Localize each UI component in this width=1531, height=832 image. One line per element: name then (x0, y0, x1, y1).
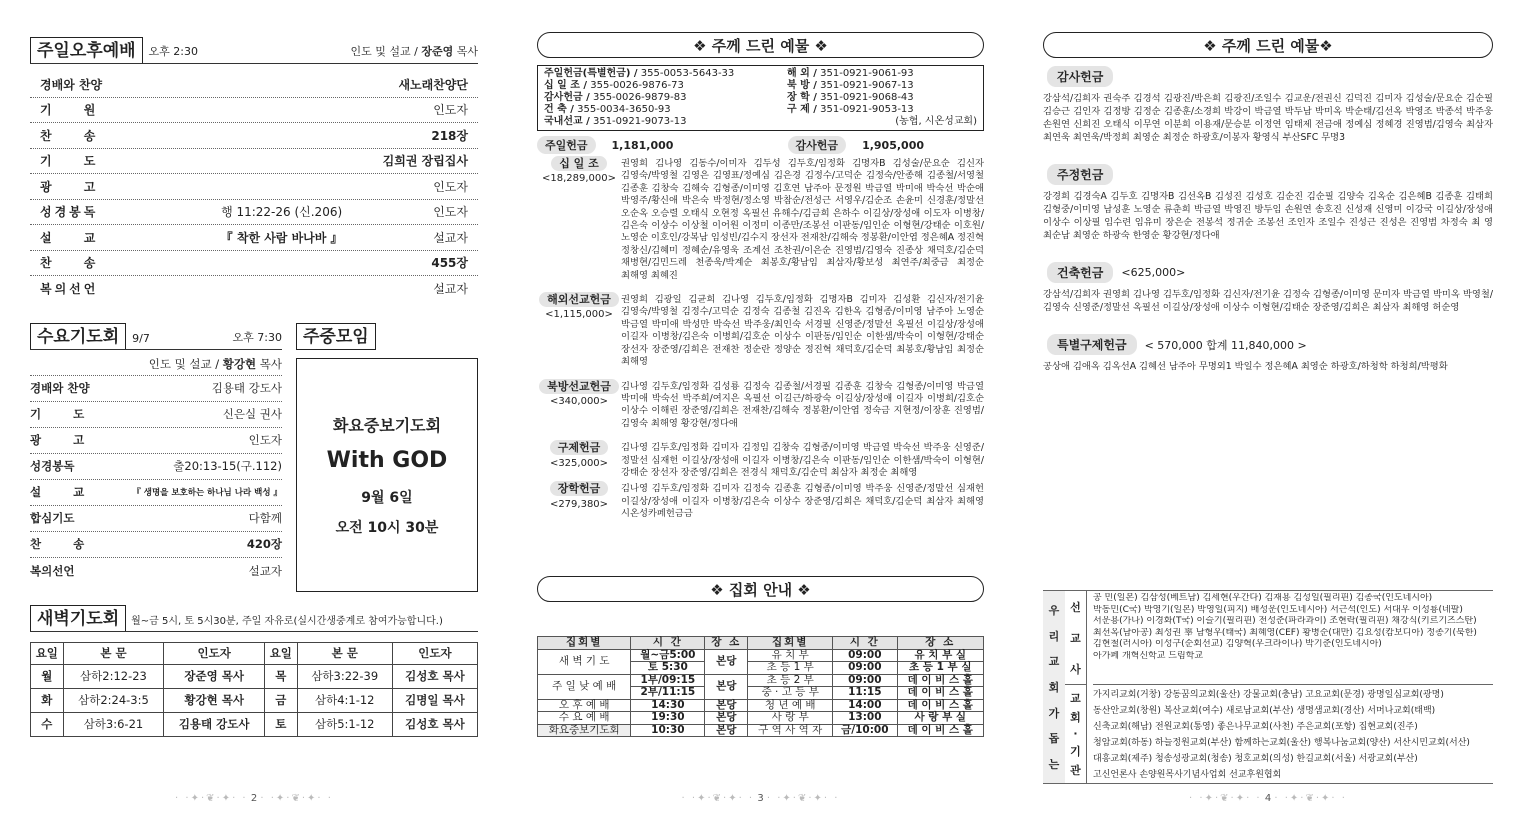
cell: 수 (31, 712, 64, 736)
cell: 09:00 (833, 649, 897, 662)
account-line: 십 일 조 / 355-0026-9876-73 (544, 80, 684, 91)
gift-label: 장학헌금 (550, 481, 609, 496)
list-item: 공 민(일본) 김삼성(베트남) 김세현(우간다) 김재용 김성일(필리핀) 김종국(인도네시아) (1093, 593, 1433, 603)
midweek-line1: 화요중보기도회 (332, 415, 442, 435)
order-label: 복의선언 (40, 282, 99, 297)
account-box (537, 65, 984, 131)
cell: 데 이 비 스 홀 (897, 699, 983, 712)
account-line: 북 방 / 351-0921-9067-13 (787, 80, 914, 91)
table-row (538, 649, 984, 662)
midweek-header (296, 322, 478, 350)
cell: 14:00 (833, 699, 897, 712)
cell: 김명일 목사 (392, 688, 477, 712)
order-label: 경배와 찬양 (30, 381, 90, 395)
cell: 수 요 예 배 (538, 712, 631, 725)
account-list-left (544, 68, 787, 128)
offering-banner-2: ❖ 주께 드린 예물❖ (1043, 32, 1493, 58)
cell: 화요중보기도회 (538, 724, 631, 737)
table-row (31, 664, 478, 688)
order-right: 김용태 강도사 (211, 381, 282, 395)
cell: 초 등 1 부 실 (897, 662, 983, 675)
cell: 금/10:00 (833, 724, 897, 737)
gift-section (537, 158, 984, 282)
cell: 삼하4:1-12 (297, 688, 392, 712)
section-names: 공상애 김애옥 김옥선A 김혜선 남주아 무명외1 박일수 정은혜A 최영순 하광호/하청학 하청희/박평화 (1043, 361, 1448, 372)
order-row (30, 532, 282, 558)
cell: 본당 (705, 712, 748, 725)
offering-section (1043, 334, 1493, 373)
midweek-section (296, 322, 478, 592)
gift-total: <18,289,000> (541, 173, 616, 185)
order-right: 인도자 (248, 433, 282, 447)
thanks-offering-label: 감사헌금 (788, 136, 847, 154)
footer-ornament: · ·✦·❦·✦· · (1274, 793, 1347, 804)
gift-total: <1,115,000> (545, 309, 613, 321)
page-number: 4 (1264, 793, 1272, 804)
list-item: 신축교회(해남) 전원교회(통영) 좋은나무교회(사천) 주은교회(포항) 집현교회(진주) (1093, 722, 1418, 732)
dawn-prayer-title: 새벽기도회 (30, 605, 126, 631)
cell: 월~금5:00 (631, 649, 705, 662)
gift-label: 해외선교헌금 (539, 292, 619, 307)
order-label: 찬 송 (40, 256, 110, 271)
cell: 삼하3:6-21 (63, 712, 164, 736)
order-label: 복의선언 (30, 563, 75, 578)
order-right: 설교자 (433, 230, 468, 245)
gift-label: 구제헌금 (550, 440, 609, 455)
cell: 데 이 비 스 홀 (897, 674, 983, 687)
list-item: 가지리교회(거창) 강동꿈의교회(울산) 강물교회(충남) 고요교회(문경) 광명일심교회(광명) (1093, 690, 1444, 700)
order-label: 광 고 (40, 179, 110, 194)
col-header: 장 소 (705, 637, 748, 650)
list-item: 최선옥(남아공) 최성권 辜 남형우(태국) 최혜영(CEF) 황병순(대만) 김요성(캄보디아) 정종기(북한) (1093, 627, 1477, 638)
wednesday-title: 수요기도회 (30, 323, 126, 349)
list-item: 대흥교회(제주) 청송성광교회(청송) 청호교회(의성) 한길교회(서울) 서광교회(부산) (1093, 754, 1418, 764)
section-names: 강삼석/김희자 권숙주 김경석 김광진/박은희 김광진/조일수 김교운/전권신 김덕진 김미자 김성술/문요순 김순필 김승근 김인자 김정방 김정순 김종훈/소경희 박강이 박금열 박두남 박미옥 박순태/김선옥 박영조 박종석 박주웅 손원연 신희진 오태식 이무연 이분희 이용재/문승분 이정연 임태제 전금애 정예심 정혜경 진영범/김영숙 최삼자 최연욱 최연욱/박정희 최영순 최정순 하광호/이봉자 황영식 부산SFC 무명3 (1043, 93, 1493, 143)
order-right: 다함께 (248, 511, 282, 525)
order-label: 설 교 (30, 485, 99, 499)
section-label: 건축헌금 (1047, 262, 1113, 283)
table-row (538, 674, 984, 687)
offering-totals (537, 136, 984, 154)
table-header-row (31, 642, 478, 664)
gift-total: <325,000> (549, 457, 609, 469)
cell: 김용태 강도사 (164, 712, 265, 736)
gift-section (537, 483, 984, 520)
wednesday-section (30, 322, 282, 592)
account-line: 국내선교 / 351-0921-9073-13 (544, 116, 687, 127)
cell: 본당 (705, 724, 748, 737)
mission-body (1087, 591, 1493, 783)
footer-ornament: · ·✦·❦·✦· · (175, 793, 248, 804)
order-right: 455장 (431, 256, 468, 271)
cell: 장준영 목사 (164, 664, 265, 688)
midweek-title: 주중모임 (296, 323, 376, 350)
dawn-prayer-meta: 월~금 5시, 토 5시30분, 주일 자유로(실시간생중계로 참여가능합니다.) (131, 615, 443, 627)
cell: 새 벽 기 도 (538, 649, 631, 674)
order-label: 경배와 찬양 (40, 77, 103, 92)
cell: 토 5:30 (631, 662, 705, 675)
footer-ornament: · ·✦·❦·✦· · (260, 793, 333, 804)
account-line: 장 학 / 351-0921-9068-43 (787, 92, 914, 103)
section-label: 감사헌금 (1047, 66, 1113, 87)
missionary-list (1093, 591, 1493, 685)
leader-label: 인도 및 설교 / (148, 357, 220, 371)
sunday-offering-label: 주일헌금 (537, 136, 596, 154)
cell: 토 (265, 712, 298, 736)
order-label: 성경봉독 (30, 459, 75, 473)
gift-section (537, 381, 984, 431)
section-names: 강경희 김경숙A 김두호 김명자B 김선옥B 김성진 김성호 김순진 김순필 김양숙 김옥순 김은혜B 김종훈 김태희 김형중/이미영 남성훈 노영순 류춘희 박금열 박영진 방두임 손원연 송호진 신성재 신영미 이강국 이길상/장성애 이상수 이상필 임수련 임유미 장은순 전봉석 정귀순 조봉선 조인자 조일수 진성근 진성은 진영범 차정숙 최 영 최순남 최영순 하광숙 한영순 황강현/정다애 (1043, 191, 1493, 241)
wednesday-order-list (30, 354, 282, 584)
order-row (30, 200, 478, 226)
leader-label: 인도 및 설교 / (350, 45, 418, 58)
col-header: 요일 (31, 642, 64, 664)
cell: 데 이 비 스 홀 (897, 687, 983, 700)
sunday-order-list (30, 72, 478, 302)
cell: 황강현 목사 (164, 688, 265, 712)
gift-names: 권영희 김나영 김동수/이미자 김두성 김두호/임정화 김명자B 김성술/문요순 김신자 김영숙/박영철 김영은 김영표/정예심 김은경 김정수/고덕순 김정숙/안종해 김종철/서영철 김종훈 김창숙 김해숙 김형종/이미영 김호연 남주아 문정원 박금열 박미애 박숙선 박순애 박영주/황신애 박은숙 박정현/정소영 박참순/전성근 서영우/김순조 손윤미 신경훈/정말선 오순옥 오승렬 오태식 오현정 옥필선 유해수/김금희 은하수 이길상/장성애 이도자 이병창/김은숙 이상수 이상철 이어원 이정미 이종만/조봉선 이판동/임인순 이형현/강태순 이호원/노영순 이호인/강복남 임성빈/김수지 장선자 전재찬/김해숙 정봉환/이안엽 정은혜A 정진혁 정창신/김혜미 정혜순/유영욱 조계선 조찬권/이은순 진영범/김영숙 진종상 채덕호/김순덕 채병현/김민드레 천종욱/박계순 최봉호/황남임 최삼자/황보성 최연주/최중금 최정순 최해영 최혜진 (621, 158, 984, 281)
cell: 초 등 2 부 (748, 674, 833, 687)
order-row (30, 174, 478, 200)
dawn-prayer-table (30, 642, 478, 737)
order-label: 광 고 (30, 433, 99, 447)
table-row (31, 712, 478, 736)
offering-section (1043, 164, 1493, 242)
cell: 김성호 목사 (392, 712, 477, 736)
order-row (30, 276, 478, 302)
gift-label: 십 일 조 (551, 156, 607, 171)
section-label: 주정헌금 (1047, 164, 1113, 185)
bulletin-page-2 (30, 0, 478, 832)
order-right: 신은실 권사 (222, 407, 282, 421)
cell: 초 등 1 부 (748, 662, 833, 675)
cell: 데 이 비 스 홀 (897, 724, 983, 737)
cell: 14:30 (631, 699, 705, 712)
col-header: 본 문 (63, 642, 164, 664)
cell: 11:15 (833, 687, 897, 700)
col-header: 본 문 (297, 642, 392, 664)
table-row (538, 699, 984, 712)
list-item: 박동민(C국) 박영기(일본) 박영일(피지) 배성운(인도네시아) 서근석(인도) 서대우 이성룡(네팔) (1093, 604, 1463, 615)
order-row (30, 376, 282, 402)
order-label: 찬 송 (40, 128, 110, 143)
order-row (30, 558, 282, 584)
gift-total: <279,380> (549, 498, 609, 510)
gift-total: <340,000> (549, 395, 609, 407)
cell: 본당 (705, 674, 748, 699)
order-right: 인도자 (433, 103, 468, 118)
leader-name: 장준영 (421, 45, 454, 58)
cell: 사 랑 부 (748, 712, 833, 725)
wednesday-date: 9/7 (132, 331, 150, 345)
page-number-footer (537, 793, 984, 804)
order-row (30, 251, 478, 277)
midweek-line3: 9월 6일 (361, 489, 413, 506)
list-item: 고신언론사 손양원목사기념사업회 선교후원협회 (1093, 770, 1282, 780)
midweek-box (296, 358, 478, 592)
order-right: 『 생명을 보호하는 하나님 나라 백성 』 (132, 488, 282, 498)
order-right: 설교자 (433, 282, 468, 297)
account-line: 해 외 / 351-0921-9061-93 (787, 68, 914, 79)
gift-section (537, 294, 984, 368)
meeting-guide-banner: ❖ 집회 안내 ❖ (537, 576, 984, 602)
order-label: 기 도 (30, 407, 99, 421)
order-row (30, 454, 282, 480)
section-info: < 570,000 합계 11,840,000 > (1144, 338, 1307, 352)
order-label: 설 교 (40, 230, 110, 245)
col-header: 시 간 (833, 637, 897, 650)
cell: 유 치 부 실 (897, 649, 983, 662)
footer-ornament: · ·✦·❦·✦· · (766, 793, 840, 804)
midweek-line4: 오전 10시 30분 (335, 519, 439, 536)
cell: 김성호 목사 (392, 664, 477, 688)
order-row (30, 72, 478, 98)
col-header: 인도자 (392, 642, 477, 664)
order-right: 새노래찬양단 (398, 77, 468, 92)
cell: 청 년 예 배 (748, 699, 833, 712)
order-row (30, 123, 478, 149)
account-note: (농협, 시온성교회) (895, 116, 977, 127)
sunday-service-time: 오후 2:30 (148, 45, 198, 58)
wednesday-time: 오후 7:30 (232, 330, 282, 344)
list-item: 동산안교회(창원) 복산교회(여수) 새로남교회(부산) 생명샘교회(경산) 서머나교회(태백) (1093, 706, 1436, 716)
sunday-service-title: 주일오후예배 (30, 37, 143, 63)
account-line: 감사헌금 / 355-0026-9879-83 (544, 92, 687, 103)
page-number-footer (30, 793, 478, 804)
order-label: 성경봉독 (40, 205, 99, 220)
col-header: 요일 (265, 642, 298, 664)
account-list-right (787, 68, 977, 128)
footer-ornament: · ·✦·❦·✦· · (681, 793, 755, 804)
cell: 삼하2:24-3:5 (63, 688, 164, 712)
list-item: 청암교회(하동) 하늘정원교회(부산) 함께하는교회(울산) 행복나눔교회(양산) 서산시민교회(서산) (1093, 738, 1470, 748)
wednesday-header (30, 322, 282, 350)
order-row (30, 149, 478, 175)
sunday-service-header (30, 34, 478, 64)
table-row (538, 712, 984, 725)
leader-role: 목사 (456, 45, 478, 58)
cell: 09:00 (833, 662, 897, 675)
cell: 2부/11:15 (631, 687, 705, 700)
sunday-offering-amount: 1,181,000 (611, 138, 674, 152)
gift-section (537, 442, 984, 479)
cell: 19:30 (631, 712, 705, 725)
order-right: 출20:13-15(구.112) (173, 459, 282, 473)
order-right: 인도자 (433, 179, 468, 194)
col-header: 인도자 (164, 642, 265, 664)
footer-ornament: · ·✦·❦·✦· · (1189, 793, 1262, 804)
table-header-row (538, 637, 984, 650)
cell: 삼하2:12-23 (63, 664, 164, 688)
account-line: 주일헌금(특별헌금) / 355-0053-5643-33 (544, 68, 735, 79)
gift-label: 북방선교헌금 (539, 379, 619, 394)
offering-banner: ❖ 주께 드린 예물 ❖ (537, 32, 984, 58)
cell: 삼하5:1-12 (297, 712, 392, 736)
mission-side-label: 우 리 교 회 가 돕 는 (1043, 591, 1065, 783)
offering-section (1043, 262, 1493, 314)
midweek-line2: With GOD (326, 447, 448, 473)
gift-names: 김나영 김두호/임정화 김미자 김정임 김창숙 김형종/이미영 박금열 박숙선 박주웅 신영준/정말선 심재헌 이길상/장성애 이길자 이병창/김은숙 이판동/임인순 이한샘/박숙이 이형현/강태순 장선자 장준영/김희은 전경식 채덕호/김순덕 최삼자 최정순 최해영 (621, 442, 984, 478)
col-header: 시 간 (631, 637, 705, 650)
church-list (1093, 685, 1493, 783)
cell: 월 (31, 664, 64, 688)
order-right: 420장 (246, 537, 282, 551)
order-right: 218장 (431, 128, 468, 143)
cell: 본당 (705, 699, 748, 712)
order-right: 설교자 (248, 563, 282, 578)
list-item: 김현철(러시아) 이성구(순회선교) 김양혁(우크라이나) 박기준(인도네시아) (1093, 639, 1382, 650)
order-row (30, 480, 282, 506)
cell: 구 역 사 역 자 (748, 724, 833, 737)
cell: 오 후 예 배 (538, 699, 631, 712)
list-item: 아가페 개혁신학교 드림학교 (1093, 650, 1204, 661)
col-header: 집회별 (748, 637, 833, 650)
offering-section (1043, 66, 1493, 144)
cell: 중 · 고 등 부 (748, 687, 833, 700)
mission-support-box (1043, 590, 1493, 784)
list-item: 서운용(가나) 이경화(T국) 이슬기(필리핀) 전성준(파라과이) 조현락(필리핀) 채강식(키르기즈스탄) (1093, 616, 1477, 627)
thanks-offering-amount: 1,905,000 (862, 138, 924, 152)
leader-name: 황강현 (222, 357, 257, 371)
gift-names: 김나영 김두호/임정화 김성룡 김정숙 김종철/서경필 김종훈 김창숙 김형종/이미영 박금열 박미애 박숙선 박주희/여지은 옥필선 이길근/하광숙 이길상/장성애 이길자 이병희/김호순 이상수 이해린 장준영/김희은 전재찬/김해숙 정봉환/이안엽 정숙금 지현정/이장훈 진영범/김영숙 최해영 황강현/정다애 (621, 380, 984, 429)
leader-role: 목사 (259, 357, 282, 371)
sunday-service-leader (351, 43, 478, 63)
order-mid: 『 착한 사람 바나바 』 (220, 230, 343, 245)
meeting-guide-table (537, 636, 984, 737)
table-row (31, 688, 478, 712)
bulletin-page-4 (1043, 0, 1493, 832)
page-number: 3 (757, 793, 764, 804)
cell: 09:00 (833, 674, 897, 687)
cell: 1부/09:15 (631, 674, 705, 687)
dawn-prayer-header (30, 604, 478, 632)
gift-names: 권영희 김광일 김균희 김나영 김두호/임정화 김명자B 김미자 김성환 김신자/전기윤 김영숙/박영철 김정수/고덕순 김정숙 김종철 김진옥 김한옥 김형종/이미영 남주아 노영순 박금열 박미애 박성만 박숙선 박주웅/최인숙 서경필 신영준/정말선 옥필선 이길상/장성애 이길자 이병창/김은숙 이병희/김호순 이상수 이판동/임인순 이한샘/박숙이 이형현/강태순 장선자 장준영/김희은 전재찬 정순란 정양순 정진혁 채덕호/김순덕 최봉호/황남임 최정순 최해영 (621, 294, 984, 368)
cell: 10:30 (631, 724, 705, 737)
cell: 사 랑 부 실 (897, 712, 983, 725)
cell: 주 일 낮 예 배 (538, 674, 631, 699)
cell: 화 (31, 688, 64, 712)
order-label: 찬 송 (30, 537, 99, 551)
wednesday-and-midweek (30, 322, 478, 592)
order-mid: 행 11:22-26 (신.206) (221, 205, 343, 220)
order-row (30, 428, 282, 454)
order-row (30, 98, 478, 124)
cell: 금 (265, 688, 298, 712)
col-header: 집회별 (538, 637, 631, 650)
page-number: 2 (250, 793, 258, 804)
bulletin-page-3 (537, 0, 984, 832)
mission-category-labels: 선 교 사 교 회 · 기 관 (1065, 591, 1087, 783)
cell: 삼하3:22-39 (297, 664, 392, 688)
col-header: 장 소 (897, 637, 983, 650)
cell: 본당 (705, 649, 748, 674)
cell: 목 (265, 664, 298, 688)
order-label: 기 원 (40, 103, 110, 118)
order-row (30, 225, 478, 251)
account-line: 구 제 / 351-0921-9053-13 (787, 104, 914, 115)
section-info: <625,000> (1121, 266, 1186, 279)
order-label: 기 도 (40, 154, 110, 169)
order-right: 김희권 장립집사 (382, 154, 468, 169)
order-row (30, 506, 282, 532)
cell: 유 치 부 (748, 649, 833, 662)
cell: 13:00 (833, 712, 897, 725)
section-names: 강삼석/김희자 권영희 김나영 김두호/임정화 김신자/전기윤 김정숙 김형종/이미영 문미자 박금열 박미옥 박영철/김영숙 신영준/정말선 옥필선 이길상/장성애 이상수 이형현/김태순 장준영/김희은 최삼자 최해영 허순영 (1043, 289, 1493, 313)
table-row (538, 724, 984, 737)
page-number-footer (1043, 793, 1493, 804)
gift-names: 김나영 김두호/임정화 김미자 김정숙 김종훈 김형종/이미영 박주웅 신영준/정말선 심재헌 이길상/장성애 이길자 이병창/김은숙 이상수 장준영/김희은 채덕호/김순덕 최삼자 최해영 시온성카페헌금금 (621, 483, 984, 520)
section-label: 특별구제헌금 (1047, 334, 1137, 355)
account-line: 건 축 / 355-0034-3650-93 (544, 104, 671, 115)
order-label: 합심기도 (30, 511, 75, 525)
order-right: 인도자 (433, 205, 468, 220)
wednesday-leader (30, 354, 282, 376)
order-row (30, 402, 282, 428)
